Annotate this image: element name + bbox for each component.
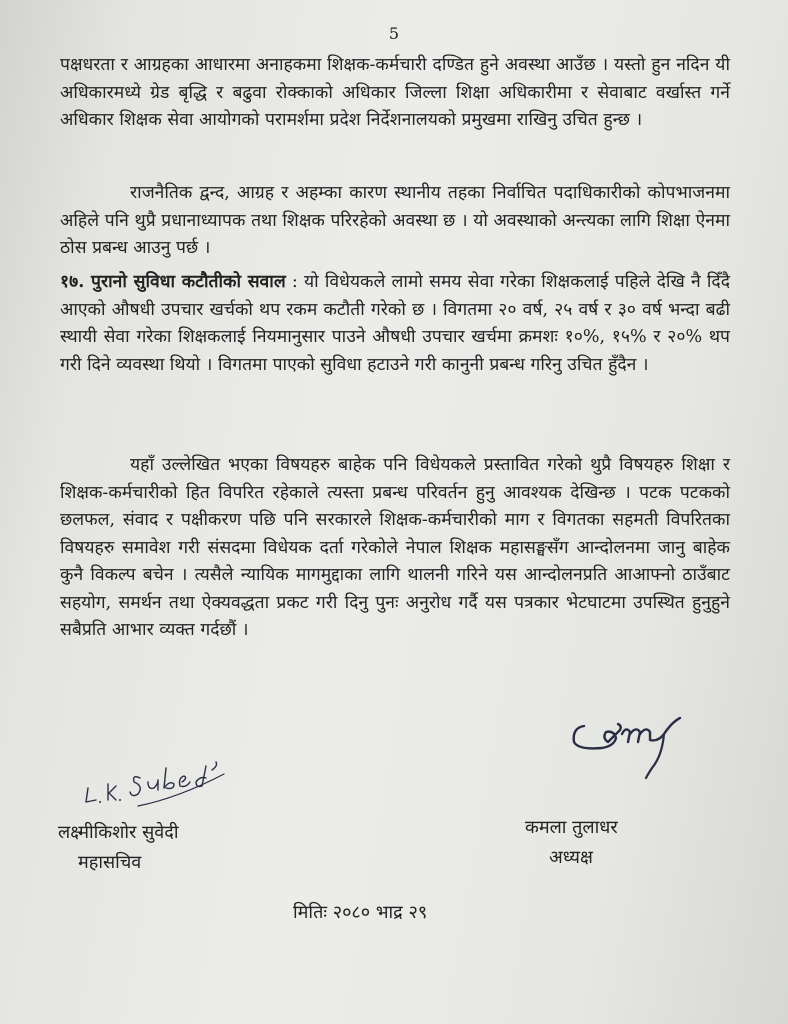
left-signature <box>78 740 228 810</box>
paragraph-4 <box>60 452 730 645</box>
right-signatory-title: अध्यक्ष <box>549 847 593 868</box>
date-line: मितिः २०८० भाद्र २९ <box>293 902 428 923</box>
page-number: 5 <box>388 24 400 43</box>
paragraph-4-text: यहाँ उल्लेखित भएका विषयहरु बाहेक पनि विधेयकले प्रस्तावित गरेको थुप्रै विषयहरु शिक्षा र शिक्षक-कर्मचारीको हित विपरित रहेकाले त्यस्ता प्रबन्ध परिवर्तन हुनु आवश्यक देखिन्छ । पटक पटकको छलफल, संवाद र पक्षीकरण पछि पनि सरकारले शिक्षक-कर्मचारीको माग र विगतका सहमती विपरितका विषयहरु समावेश गरी संसदमा विधेयक दर्ता गरेकोले नेपाल शिक्षक महासङ्घसँग आन्दोलनमा जानु बाहेक कुनै विकल्प बचेन । त्यसैले न्यायिक मागमुद्दाका लागि थालनी गरिने यस आन्दोलनप्रति आआफ्नो ठाउँबाट सहयोग, समर्थन तथा ऐक्यवद्धता प्रकट गरी दिनु पुनः अनुरोध गर्दै यस पत्रकार भेटघाटमा उपस्थित हुनुहुने सबैप्रति आभार व्यक्त गर्दछौं । <box>60 455 730 640</box>
left-signatory-title: महासचिव <box>78 852 142 873</box>
paragraph-2-text: राजनैतिक द्वन्द, आग्रह र अहम्का कारण स्थानीय तहका निर्वाचित पदाधिकारीको कोपभाजनमा अहिले पनि थुप्रै प्रधानाध्यापक तथा शिक्षक परिरहेको अवस्था छ । यो अवस्थाको अन्त्यका लागि शिक्षा ऐनमा ठोस प्रबन्ध आउनु पर्छ । <box>60 183 730 258</box>
right-signature <box>568 712 690 784</box>
paragraph-3 <box>60 269 730 379</box>
paragraph-2 <box>60 180 730 263</box>
left-signatory-name: लक्ष्मीकिशोर सुवेदी <box>58 822 179 843</box>
paragraph-3-text: : यो विधेयकले लामो समय सेवा गरेका शिक्षकलाई पहिले देखि नै दिँदै आएको औषधी उपचार खर्चको थप रकम कटौती गरेको छ । विगतमा २० वर्ष, २५ वर्ष र ३० वर्ष भन्दा बढी स्थायी सेवा गरेका शिक्षकलाई नियमानुसार पाउने औषधी उपचार खर्चमा क्रमशः १०%, १५% र २०% थप गरी दिने व्यवस्था थियो । विगतमा पाएको सुविधा हटाउने गरी कानुनी प्रबन्ध गरिनु उचित हुँदैन । <box>60 272 730 375</box>
right-signatory-name: कमला तुलाधर <box>525 817 618 838</box>
paragraph-1: पक्षधरता र आग्रहका आधारमा अनाहकमा शिक्षक-कर्मचारी दण्डित हुने अवस्था आउँछ । यस्तो हुन नदिन यी अधिकारमध्ये ग्रेड बृद्धि र बढुवा रोक्काको अधिकार जिल्ला शिक्षा अधिकारीमा र सेवाबाट वर्खास्त गर्ने अधिकार शिक्षक सेवा आयोगको परामर्शमा प्रदेश निर्देशनालयको प्रमुखमा राखिनु उचित हुन्छ । <box>60 55 730 130</box>
section-heading: १७. पुरानो सुविधा कटौतीको सवाल <box>60 272 286 292</box>
